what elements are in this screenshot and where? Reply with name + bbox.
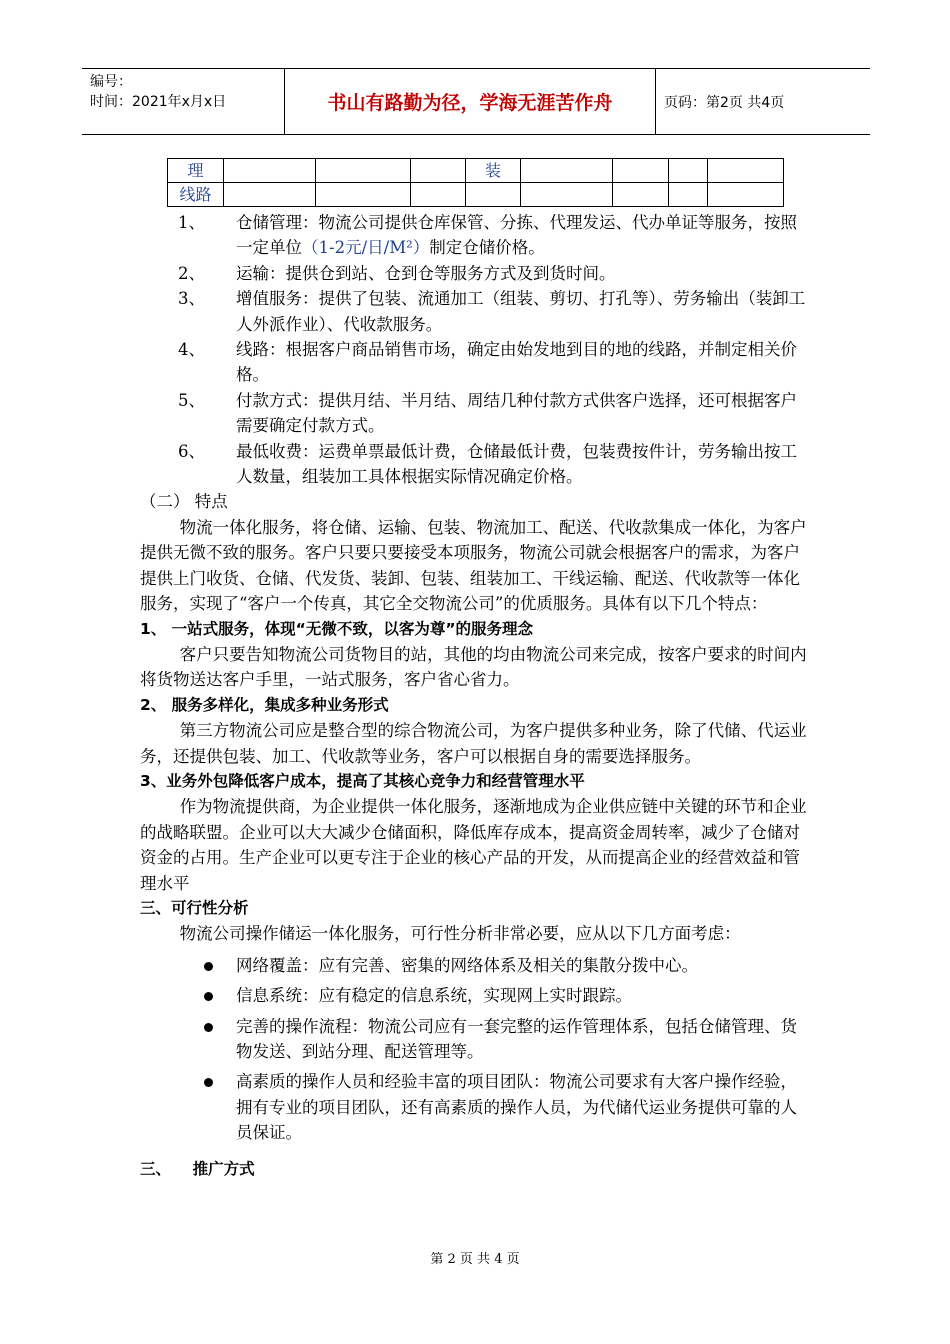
table-cell bbox=[411, 159, 466, 183]
table-row bbox=[168, 159, 784, 183]
header-page-number: 页码：第2页 共4页 bbox=[664, 94, 785, 111]
table-cell bbox=[411, 183, 466, 207]
table-row bbox=[168, 183, 784, 207]
bullet-dot-icon bbox=[204, 962, 213, 971]
item-number: 4、 bbox=[178, 340, 205, 360]
section-heading-features: （二） 特点 bbox=[140, 492, 228, 512]
table-cell bbox=[316, 159, 411, 183]
bullet-item: 完善的操作流程：物流公司应有一套完整的运作管理体系，包括仓储管理、货物发送、到站分理、配送管理等。 bbox=[140, 1014, 812, 1065]
item-number: 2、 bbox=[178, 263, 205, 283]
service-item: 2、 运输：提供仓到站、仓到仓等服务方式及到货时间。 bbox=[140, 261, 812, 286]
page-footer: 第 2 页 共 4 页 bbox=[430, 1252, 520, 1267]
feature-title: 2、 服务多样化，集成多种业务形式 bbox=[140, 695, 389, 714]
item-number: 3、 bbox=[178, 289, 205, 309]
table-cell bbox=[316, 183, 411, 207]
bullet-item: 高素质的操作人员和经验丰富的项目团队：物流公司要求有大客户操作经验，拥有专业的项目团队，还有高素质的操作人员，为代储代运业务提供可靠的人员保证。 bbox=[140, 1069, 812, 1145]
paragraph: 物流公司操作储运一体化服务，可行性分析非常必要，应从以下几方面考虑： bbox=[179, 924, 741, 944]
bullet-dot-icon bbox=[204, 1023, 213, 1032]
table-cell bbox=[466, 183, 521, 207]
service-item: 5、 付款方式：提供月结、半月结、周结几种付款方式供客户选择，还可根据客户需要确定付款方式。 bbox=[140, 388, 812, 439]
header-divider-right bbox=[655, 68, 656, 135]
table-cell: 理 bbox=[168, 159, 224, 183]
table-cell bbox=[613, 159, 669, 183]
table-cell bbox=[669, 159, 708, 183]
price-range: （1-2元/日/M²） bbox=[302, 238, 430, 258]
table-cell bbox=[521, 159, 613, 183]
table-cell bbox=[521, 183, 613, 207]
paragraph: 客户只要告知物流公司货物目的站，其他的均由物流公司来完成，按客户要求的时间内将货物送达客户手里，一站式服务，客户省心省力。 bbox=[140, 644, 807, 690]
feature-title: 1、 一站式服务，体现“无微不致，以客为尊”的服务理念 bbox=[140, 619, 534, 638]
table-cell: 线路 bbox=[168, 183, 224, 207]
header-meta bbox=[90, 72, 226, 112]
code-label: 编号： bbox=[90, 74, 132, 90]
paragraph: 第三方物流公司应是整合型的综合物流公司，为客户提供多种业务，除了代储、代运业务，还提供包装、加工、代收款等业务，客户可以根据自身的需要选择服务。 bbox=[140, 721, 807, 766]
bullet-dot-icon bbox=[204, 1078, 213, 1087]
header-motto: 书山有路勤为径，学海无涯苦作舟 bbox=[327, 92, 613, 114]
table-cell bbox=[613, 183, 669, 207]
service-item: 4、 线路：根据客户商品销售市场，确定由始发地到目的地的线路，并制定相关价格。 bbox=[140, 337, 812, 388]
table-cell: 装 bbox=[466, 159, 521, 183]
section-heading-feasibility: 三、可行性分析 bbox=[140, 898, 249, 917]
section-heading-promotion: 三、 推广方式 bbox=[140, 1159, 255, 1178]
table-cell bbox=[708, 183, 784, 207]
bullet-item: 信息系统：应有稳定的信息系统，实现网上实时跟踪。 bbox=[140, 983, 812, 1008]
table-cell bbox=[224, 159, 316, 183]
paragraph: 作为物流提供商，为企业提供一体化服务，逐渐地成为企业供应链中关键的环节和企业的战略联盟。企业可以大大减少仓储面积，降低库存成本，提高资金周转率，减少了仓储对资金的占用。生产企业可以更专注于企业的核心产品的开发，从而提高企业的经营效益和管理水平 bbox=[140, 797, 807, 893]
item-number: 6、 bbox=[178, 441, 205, 461]
table-cell bbox=[224, 183, 316, 207]
table-cell bbox=[669, 183, 708, 207]
service-item: 6、 最低收费：运费单票最低计费，仓储最低计费，包装费按件计，劳务输出按工人数量，组装加工具体根据实际情况确定价格。 bbox=[140, 439, 812, 490]
service-item: 1、 仓储管理：物流公司提供仓库保管、分拣、代理发运、代办单证等服务，按照一定单位（1-2元/日/M²）制定仓储价格。 bbox=[140, 210, 812, 261]
table-cell bbox=[708, 159, 784, 183]
time-label: 时间：2021年x月x日 bbox=[90, 94, 227, 110]
item-number: 1、 bbox=[178, 213, 205, 232]
document-body bbox=[140, 210, 812, 1182]
paragraph: 物流一体化服务，将仓储、运输、包装、物流加工、配送、代收款集成一体化，为客户提供无微不致的服务。客户只要只要接受本项服务，物流公司就会根据客户的需求，为客户提供上门收货、仓储、代发货、装卸、包装、组装加工、干线运输、配送、代收款等一体化服务，实现了“客户一个传真，其它全交物流公司”的优质服务。具体有以下几个特点： bbox=[140, 517, 807, 614]
service-item: 3、 增值服务：提供了包装、流通加工（组装、剪切、打孔等）、劳务输出（装卸工人外派作业）、代收款服务。 bbox=[140, 286, 812, 337]
price-table bbox=[167, 158, 784, 207]
bullet-dot-icon bbox=[204, 992, 213, 1001]
feature-title: 3、业务外包降低客户成本，提高了其核心竞争力和经营管理水平 bbox=[140, 771, 585, 790]
item-number: 5、 bbox=[178, 390, 205, 410]
bullet-item: 网络覆盖：应有完善、密集的网络体系及相关的集散分拨中心。 bbox=[140, 953, 812, 978]
page-header bbox=[82, 68, 870, 135]
